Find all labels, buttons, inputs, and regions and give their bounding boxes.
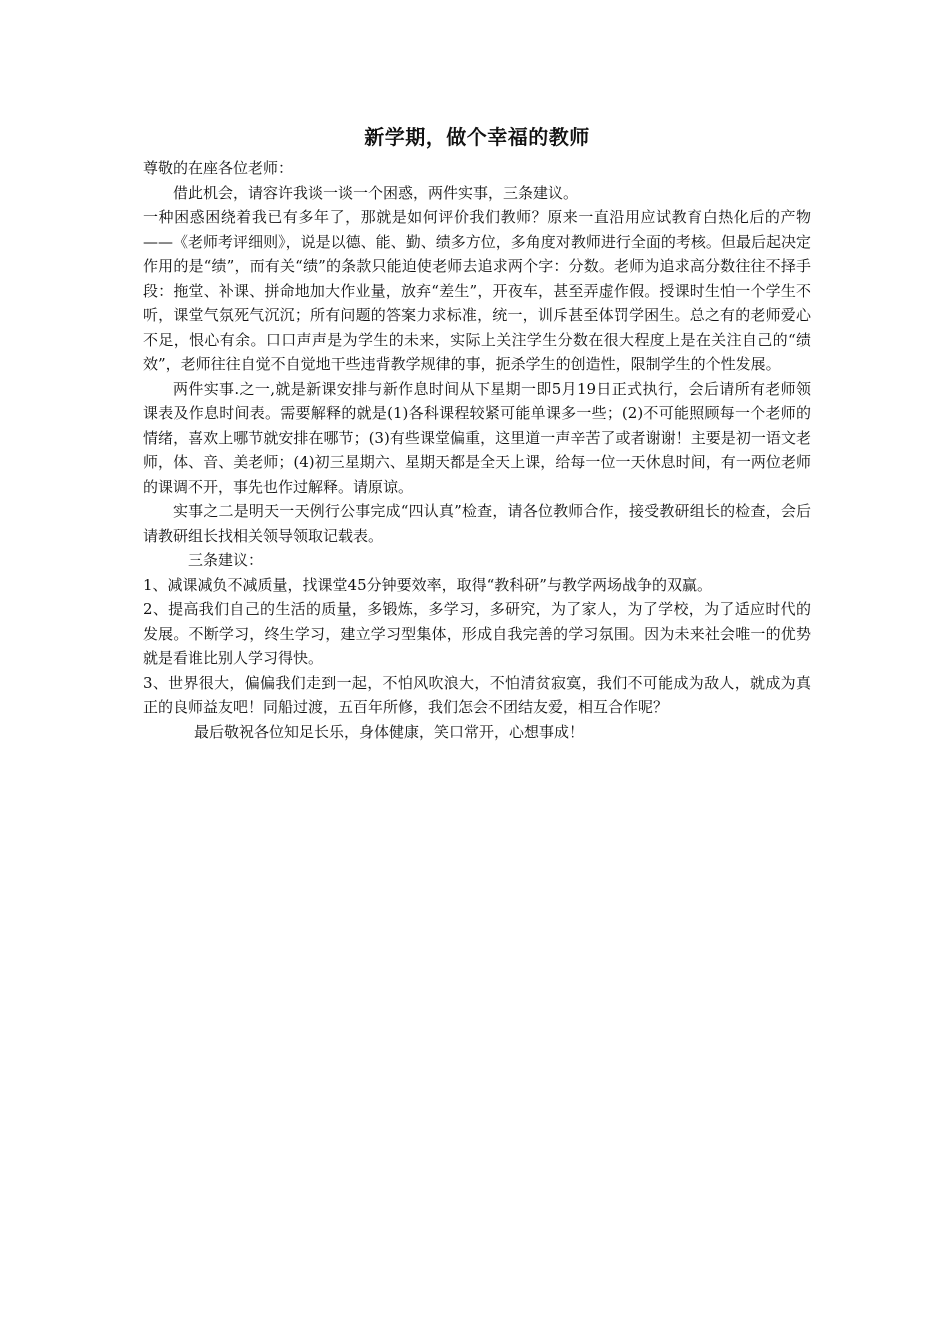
intro-paragraph: 借此机会，请容许我谈一谈一个困惑，两件实事，三条建议。 (173, 183, 579, 202)
fact-one-paragraph: 两件实事.之一,就是新课安排与新作息时间从下星期一即5月19日正式执行，会后请所有老师领课表及作息时间表。需要解释的就是(1)各科课程较紧可能单课多一些；(2)不可能照顾每一个老师的情绪，喜欢上哪节就安排在哪节；(3)有些课堂偏重，这里道一声辛苦了或者谢谢！主要是初一语文老师，体、音、美老师；(4)初三星期六、星期天都是全天上课，给每一位一天休息时间，有一两位老师的课调不开，事先也作过解释。请原谅。 (143, 379, 811, 496)
document-title: 新学期，做个幸福的教师 (364, 125, 590, 149)
fact-two-paragraph: 实事之二是明天一天例行公事完成“四认真”检查，请各位教师合作，接受教研组长的检查，会后请教研组长找相关领导领取记载表。 (143, 502, 811, 545)
closing-paragraph: 最后敬祝各位知足长乐，身体健康，笑口常开，心想事成！ (194, 722, 585, 741)
suggestion-two: 2、提高我们自己的生活的质量，多锻炼，多学习，多研究，为了家人，为了学校，为了适应时代的发展。不断学习，终生学习，建立学习型集体，形成自我完善的学习氛围。因为未来社会唯一的优势就是看谁比别人学习得快。 (143, 600, 811, 667)
confusion-paragraph: 一种困惑困绕着我已有多年了，那就是如何评价我们教师？原来一直沿用应试教育白热化后的产物——《老师考评细则》，说是以德、能、勤、绩多方位，多角度对教师进行全面的考核。但最后起决定作用的是“绩”，而有关“绩”的条款只能迫使老师去追求两个字：分数。老师为追求高分数往往不择手段：拖堂、补课、拼命地加大作业量，放弃“差生”，开夜车，甚至弄虚作假。授课时生怕一个学生不听，课堂气氛死气沉沉；所有问题的答案力求标准，统一，训斥甚至体罚学困生。总之有的老师爱心不足，恨心有余。口口声声是为学生的未来，实际上关注学生分数在很大程度上是在关注自己的“绩效”，老师往往自觉不自觉地干些违背教学规律的事，扼杀学生的创造性，限制学生的个性发展。 (143, 208, 811, 373)
document-page (143, 118, 811, 744)
suggestion-three: 3、世界很大，偏偏我们走到一起，不怕风吹浪大，不怕清贫寂寞，我们不可能成为敌人，就成为真正的良师益友吧！同船过渡，五百年所修，我们怎会不团结友爱，相互合作呢？ (143, 673, 811, 716)
suggestion-one: 1、减课减负不减质量，找课堂45分钟要效率，取得“教科研”与教学两场战争的双赢。 (143, 575, 712, 594)
suggestions-heading: 三条建议： (188, 551, 264, 569)
salutation: 尊敬的在座各位老师： (143, 159, 294, 177)
